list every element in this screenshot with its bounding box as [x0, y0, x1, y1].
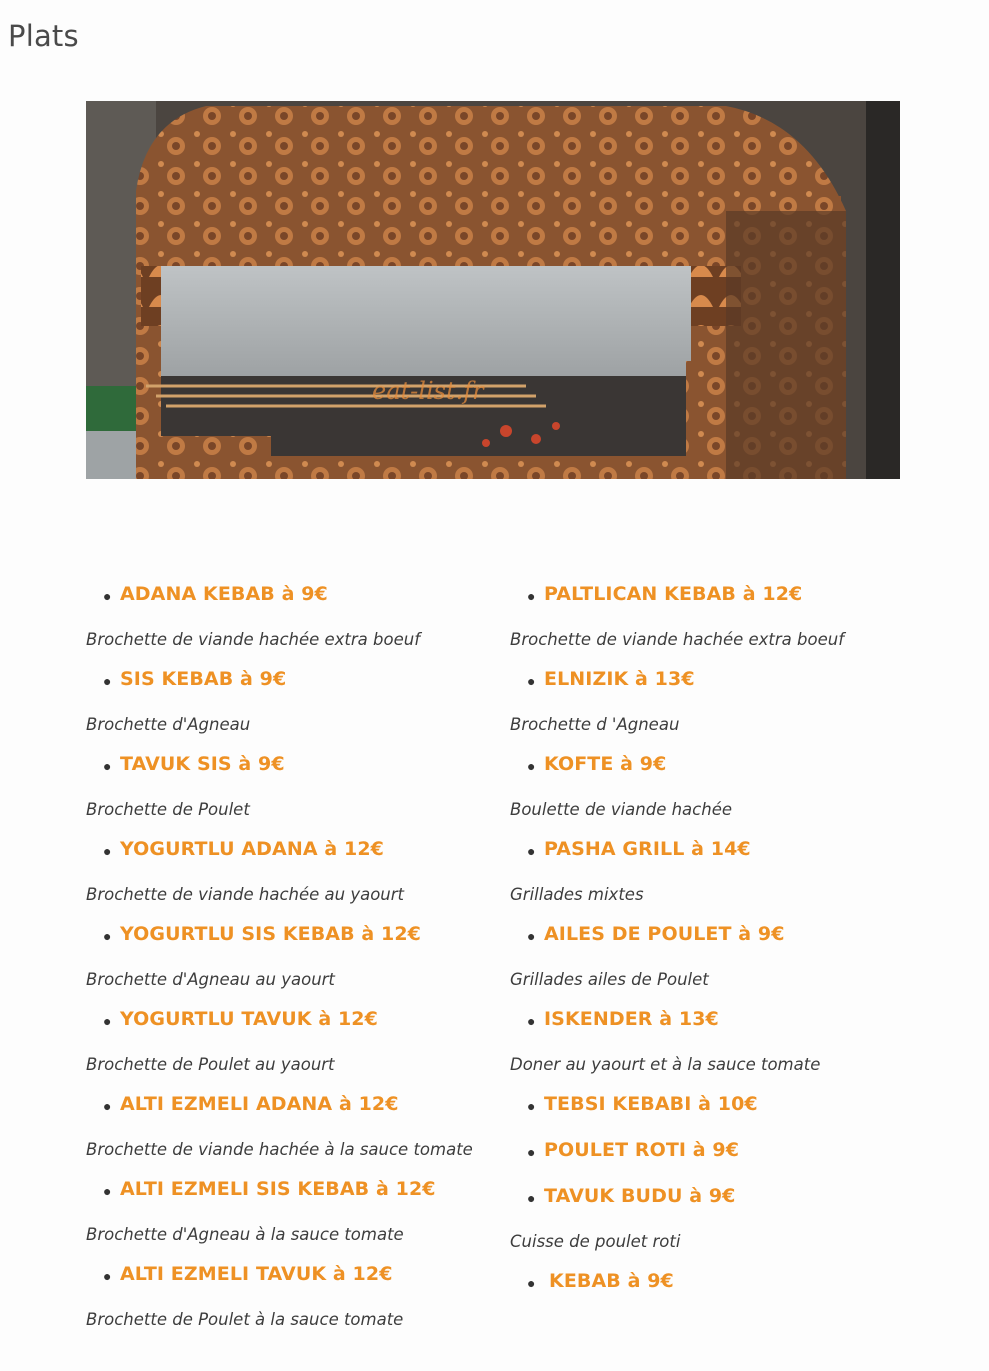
- bullet-icon: ●: [527, 1013, 536, 1029]
- bullet-icon: ●: [527, 1275, 536, 1291]
- menu-item: [510, 578, 920, 663]
- dish-name: ALTI EZMELI SIS KEBAB à 12€: [120, 1178, 436, 1200]
- menu-column-right: [510, 578, 920, 1311]
- menu-item: [86, 748, 496, 833]
- dish-description: Cuisse de poulet roti: [510, 1232, 681, 1251]
- dish-name: YOGURTLU ADANA à 12€: [120, 838, 384, 860]
- bullet-icon: ●: [103, 673, 112, 689]
- bullet-icon: ●: [527, 1190, 536, 1206]
- menu-item: [510, 918, 920, 1003]
- bullet-icon: ●: [527, 1144, 536, 1160]
- dish-name: YOGURTLU TAVUK à 12€: [120, 1008, 378, 1030]
- menu-item: [510, 1265, 920, 1311]
- dish-description: Brochette d'Agneau au yaourt: [86, 970, 335, 989]
- menu-item: [86, 1258, 496, 1343]
- menu-item: [510, 1180, 920, 1265]
- dish-description: Grillades ailes de Poulet: [510, 970, 709, 989]
- dish-name: ALTI EZMELI TAVUK à 12€: [120, 1263, 393, 1285]
- dish-name: ALTI EZMELI ADANA à 12€: [120, 1093, 399, 1115]
- menu-item: [86, 663, 496, 748]
- bullet-icon: ●: [103, 588, 112, 604]
- bullet-icon: ●: [527, 1098, 536, 1114]
- dish-name: YOGURTLU SIS KEBAB à 12€: [120, 923, 422, 945]
- grill-photo: [86, 101, 900, 479]
- dish-name: POULET ROTI à 9€: [544, 1139, 740, 1161]
- dish-description: Doner au yaourt et à la sauce tomate: [510, 1055, 821, 1074]
- dish-description: Brochette de Poulet à la sauce tomate: [86, 1310, 404, 1329]
- dish-description: Brochette de viande hachée extra boeuf: [510, 630, 845, 649]
- bullet-icon: ●: [103, 1183, 112, 1199]
- menu-item: [510, 833, 920, 918]
- menu-item: [510, 663, 920, 748]
- bullet-icon: ●: [103, 843, 112, 859]
- bullet-icon: ●: [527, 588, 536, 604]
- dish-description: Brochette de viande hachée à la sauce tomate: [86, 1140, 473, 1159]
- dish-name: ELNIZIK à 13€: [544, 668, 695, 690]
- dish-name: TAVUK SIS à 9€: [120, 753, 285, 775]
- dish-name: TEBSI KEBABI à 10€: [544, 1093, 758, 1115]
- menu-item: [510, 1134, 920, 1180]
- grill-illustration: [86, 101, 900, 479]
- bullet-icon: ●: [103, 1268, 112, 1284]
- bullet-icon: ●: [103, 758, 112, 774]
- dish-description: Brochette de viande hachée extra boeuf: [86, 630, 421, 649]
- bullet-icon: ●: [103, 928, 112, 944]
- dish-name: PALTLICAN KEBAB à 12€: [544, 583, 803, 605]
- menu-item: [86, 578, 496, 663]
- bullet-icon: ●: [527, 673, 536, 689]
- menu-item: [510, 748, 920, 833]
- bullet-icon: ●: [527, 758, 536, 774]
- bullet-icon: ●: [527, 928, 536, 944]
- menu-item: [86, 1173, 496, 1258]
- dish-description: Brochette de viande hachée au yaourt: [86, 885, 405, 904]
- page-title: Plats: [8, 19, 79, 54]
- dish-description: Brochette d'Agneau à la sauce tomate: [86, 1225, 404, 1244]
- dish-name: AILES DE POULET à 9€: [544, 923, 785, 945]
- dish-description: Brochette d 'Agneau: [510, 715, 680, 734]
- menu-item: [86, 918, 496, 1003]
- dish-name: SIS KEBAB à 9€: [120, 668, 287, 690]
- menu-item: [86, 833, 496, 918]
- dish-description: Brochette de Poulet: [86, 800, 250, 819]
- dish-description: Brochette de Poulet au yaourt: [86, 1055, 335, 1074]
- menu-column-left: [86, 578, 496, 1343]
- bullet-icon: ●: [103, 1013, 112, 1029]
- dish-description: Grillades mixtes: [510, 885, 644, 904]
- dish-name: KEBAB à 9€: [549, 1270, 674, 1292]
- dish-name: TAVUK BUDU à 9€: [544, 1185, 736, 1207]
- bullet-icon: ●: [527, 843, 536, 859]
- menu-item: [86, 1003, 496, 1088]
- dish-name: KOFTE à 9€: [544, 753, 667, 775]
- dish-name: ISKENDER à 13€: [544, 1008, 719, 1030]
- menu-item: [510, 1088, 920, 1134]
- dish-name: PASHA GRILL à 14€: [544, 838, 751, 860]
- dish-name: ADANA KEBAB à 9€: [120, 583, 328, 605]
- watermark-text: eat-list.fr: [372, 377, 484, 405]
- bullet-icon: ●: [103, 1098, 112, 1114]
- dish-description: Boulette de viande hachée: [510, 800, 733, 819]
- dish-description: Brochette d'Agneau: [86, 715, 251, 734]
- menu-item: [510, 1003, 920, 1088]
- menu-item: [86, 1088, 496, 1173]
